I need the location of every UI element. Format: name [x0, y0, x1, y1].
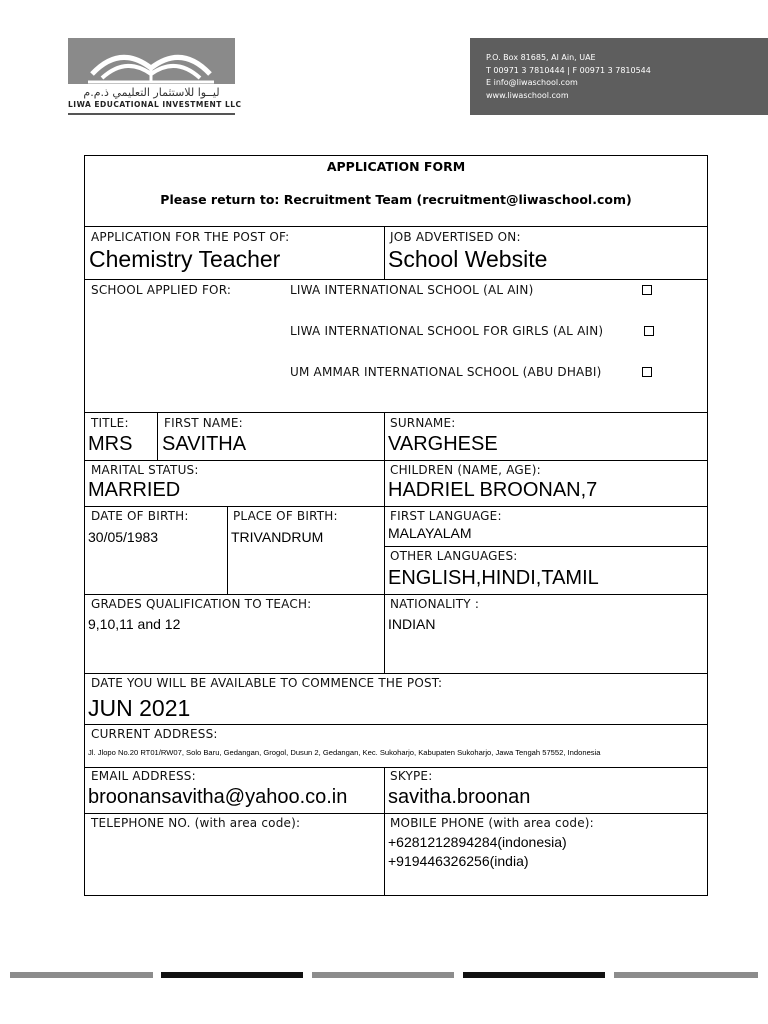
advertised-label: JOB ADVERTISED ON: — [390, 230, 521, 244]
marital-field[interactable]: MARRIED — [88, 479, 181, 501]
contact-website: www.liwaschool.com — [486, 90, 569, 100]
divider — [85, 506, 707, 507]
telephone-label: TELEPHONE NO. (with area code): — [91, 816, 301, 830]
book-logo-icon — [68, 38, 235, 84]
first-language-field[interactable]: MALAYALAM — [388, 525, 472, 541]
footer-bar — [614, 972, 758, 978]
pob-label: PLACE OF BIRTH: — [233, 509, 338, 523]
school-label: SCHOOL APPLIED FOR: — [91, 283, 232, 297]
school-option-1: LIWA INTERNATIONAL SCHOOL (AL AIN) — [290, 283, 534, 297]
mobile-field-1[interactable]: +6281212894284(indonesia) — [388, 834, 567, 850]
dob-field[interactable]: 30/05/1983 — [88, 529, 159, 545]
dob-label: DATE OF BIRTH: — [91, 509, 189, 523]
divider — [85, 460, 707, 461]
footer-bar — [161, 972, 303, 978]
skype-field[interactable]: savitha.broonan — [388, 786, 531, 808]
return-instructions: Please return to: Recruitment Team (recruitment@liwaschool.com) — [160, 192, 632, 207]
contact-phone: T 00971 3 7810444 | F 00971 3 7810544 — [486, 65, 651, 75]
grades-label: GRADES QUALIFICATION TO TEACH: — [91, 597, 312, 611]
divider — [85, 767, 707, 768]
divider — [227, 506, 228, 594]
mobile-label: MOBILE PHONE (with area code): — [390, 816, 594, 830]
application-form — [84, 155, 708, 896]
logo-underline — [68, 113, 235, 115]
footer-bar — [463, 972, 605, 978]
mobile-field-2[interactable]: +919446326256(india) — [388, 853, 529, 869]
divider — [85, 724, 707, 725]
first-name-field[interactable]: SAVITHA — [162, 433, 247, 455]
footer-bar — [10, 972, 153, 978]
pob-field[interactable]: TRIVANDRUM — [231, 529, 324, 545]
school-option-2: LIWA INTERNATIONAL SCHOOL FOR GIRLS (AL AIN) — [290, 324, 604, 338]
divider — [85, 673, 707, 674]
availability-label: DATE YOU WILL BE AVAILABLE TO COMMENCE THE POST: — [91, 676, 443, 690]
contact-block — [470, 38, 768, 115]
form-title: APPLICATION FORM — [326, 159, 466, 174]
divider — [85, 226, 707, 227]
email-field[interactable]: broonansavitha@yahoo.co.in — [88, 786, 348, 808]
surname-label: SURNAME: — [390, 416, 456, 430]
divider — [384, 226, 385, 279]
first-language-label: FIRST LANGUAGE: — [390, 509, 502, 523]
company-logo — [68, 38, 242, 116]
skype-label: SKYPE: — [390, 769, 433, 783]
nationality-field[interactable]: INDIAN — [388, 616, 436, 632]
address-label: CURRENT ADDRESS: — [91, 727, 218, 741]
divider — [157, 412, 158, 460]
divider — [384, 412, 385, 673]
school-2-checkbox[interactable] — [644, 326, 654, 336]
nationality-label: NATIONALITY : — [390, 597, 480, 611]
divider — [85, 813, 707, 814]
marital-label: MARITAL STATUS: — [91, 463, 199, 477]
contact-email: E info@liwaschool.com — [486, 78, 578, 87]
advertised-field[interactable]: School Website — [388, 246, 548, 272]
address-field[interactable]: Jl. Jlopo No.20 RT01/RW07, Solo Baru, Gedangan, Grogol, Dusun 2, Gedangan, Kec. Sukoharjo, Kabupaten Sukoharjo, Jawa Tengah 57552, Indonesia — [88, 748, 601, 757]
divider — [384, 546, 707, 547]
logo-english-text: LIWA EDUCATIONAL INVESTMENT LLC — [68, 100, 242, 109]
contact-address: P.O. Box 81685, Al Ain, UAE — [486, 53, 596, 62]
school-3-checkbox[interactable] — [642, 367, 652, 377]
footer-bar — [312, 972, 454, 978]
first-name-label: FIRST NAME: — [164, 416, 243, 430]
divider — [85, 594, 707, 595]
title-field[interactable]: MRS — [88, 433, 133, 455]
divider — [384, 767, 385, 895]
post-label: APPLICATION FOR THE POST OF: — [91, 230, 290, 244]
other-languages-field[interactable]: ENGLISH,HINDI,TAMIL — [388, 567, 599, 589]
children-field[interactable]: HADRIEL BROONAN,7 — [388, 479, 598, 501]
post-field[interactable]: Chemistry Teacher — [89, 246, 281, 272]
divider — [85, 279, 707, 280]
school-1-checkbox[interactable] — [642, 285, 652, 295]
other-languages-label: OTHER LANGUAGES: — [390, 549, 518, 563]
logo-arabic-text: ليــوا للاستثمار التعليمي ذ.م.م — [83, 86, 220, 99]
school-option-3: UM AMMAR INTERNATIONAL SCHOOL (ABU DHABI) — [290, 365, 602, 379]
availability-field[interactable]: JUN 2021 — [88, 695, 191, 721]
children-label: CHILDREN (NAME, AGE): — [390, 463, 541, 477]
surname-field[interactable]: VARGHESE — [388, 433, 498, 455]
grades-field[interactable]: 9,10,11 and 12 — [88, 616, 181, 632]
email-label: EMAIL ADDRESS: — [91, 769, 196, 783]
divider — [85, 412, 707, 413]
title-label: TITLE: — [91, 416, 129, 430]
